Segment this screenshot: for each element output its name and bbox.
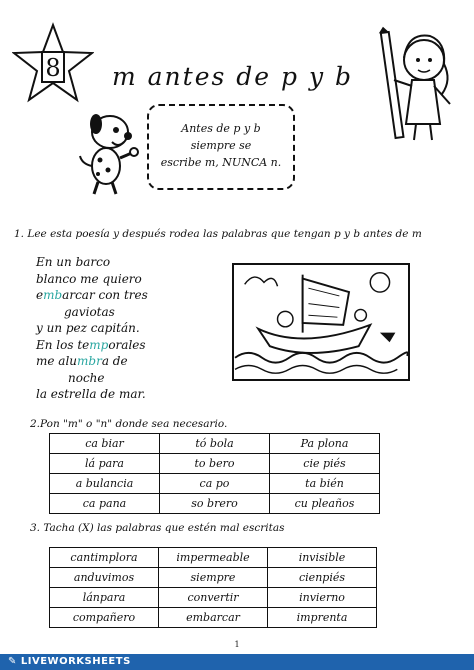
exercise3-table	[49, 547, 377, 628]
lesson-number: 8	[45, 54, 61, 82]
word-cell[interactable]: imprenta	[268, 608, 377, 628]
liveworksheets-logo[interactable]	[8, 656, 131, 667]
poem	[36, 254, 206, 403]
poem-line: noche	[68, 370, 105, 385]
rule-line: escribe m, NUNCA n.	[160, 156, 282, 169]
word-cell[interactable]: to bero	[160, 454, 270, 474]
word-cell[interactable]: Pa plona	[270, 434, 380, 454]
table-row	[50, 548, 377, 568]
footer-brand-text: LIVEWORKSHEETS	[20, 656, 131, 667]
rule-line: Antes de p y b	[181, 122, 261, 135]
exercise1-instruction: 1. Lee esta poesía y después rodea las palabras que tengan p y b antes de m	[14, 228, 422, 240]
logo-icon: ✎	[8, 656, 21, 667]
page-title: m antes de p y b	[112, 62, 354, 91]
word-cell[interactable]: compañero	[50, 608, 159, 628]
poem-line: me alumbra de	[36, 354, 128, 368]
word-cell[interactable]: convertir	[159, 588, 268, 608]
poem-line: gaviotas	[64, 304, 115, 319]
poem-line: blanco me quiero	[36, 271, 142, 286]
exercise2-instruction: 2.Pon "m" o "n" donde sea necesario.	[30, 418, 228, 430]
poem-line: embarcar con tres	[36, 288, 148, 302]
table-row	[50, 568, 377, 588]
highlight-mp: mp	[89, 337, 109, 352]
word-cell[interactable]: lá para	[50, 454, 160, 474]
table-row	[50, 474, 380, 494]
poem-line: En un barco	[36, 255, 111, 269]
highlight-mbr: mbr	[77, 354, 102, 368]
word-cell[interactable]: ta bién	[270, 474, 380, 494]
exercise3-instruction: 3. Tacha (X) las palabras que estén mal escritas	[30, 522, 285, 534]
boat-illustration	[232, 263, 410, 381]
page-number: 1	[234, 640, 240, 649]
word-cell[interactable]: cie piés	[270, 454, 380, 474]
highlight-mb: mb	[43, 288, 63, 302]
word-cell[interactable]: impermeable	[159, 548, 268, 568]
poem-line: y un pez capitán.	[36, 321, 140, 335]
word-cell[interactable]: anduvimos	[50, 568, 159, 588]
girl-pencil-illustration	[372, 24, 464, 144]
exercise2-table	[49, 433, 380, 514]
word-cell[interactable]: lánpara	[50, 588, 159, 608]
word-cell[interactable]: embarcar	[159, 608, 268, 628]
word-cell[interactable]: cantimplora	[50, 548, 159, 568]
star-icon	[12, 22, 94, 104]
table-row	[50, 588, 377, 608]
word-cell[interactable]: invierno	[268, 588, 377, 608]
rule-box	[147, 104, 295, 190]
poem-line: la estrella de mar.	[36, 387, 146, 401]
word-cell[interactable]: invisible	[268, 548, 377, 568]
word-cell[interactable]: ca biar	[50, 434, 160, 454]
poem-line: En los temporales	[36, 337, 146, 352]
table-row	[50, 454, 380, 474]
word-cell[interactable]: ca pana	[50, 494, 160, 514]
table-row	[50, 494, 380, 514]
word-cell[interactable]: cu pleaños	[270, 494, 380, 514]
word-cell[interactable]: so brero	[160, 494, 270, 514]
rule-line: siempre se	[190, 139, 252, 152]
word-cell[interactable]: ca po	[160, 474, 270, 494]
table-row	[50, 608, 377, 628]
word-cell[interactable]: cienpiés	[268, 568, 377, 588]
word-cell[interactable]: a bulancia	[50, 474, 160, 494]
dog-illustration	[76, 108, 140, 196]
table-row	[50, 434, 380, 454]
word-cell[interactable]: siempre	[159, 568, 268, 588]
word-cell[interactable]: tó bola	[160, 434, 270, 454]
